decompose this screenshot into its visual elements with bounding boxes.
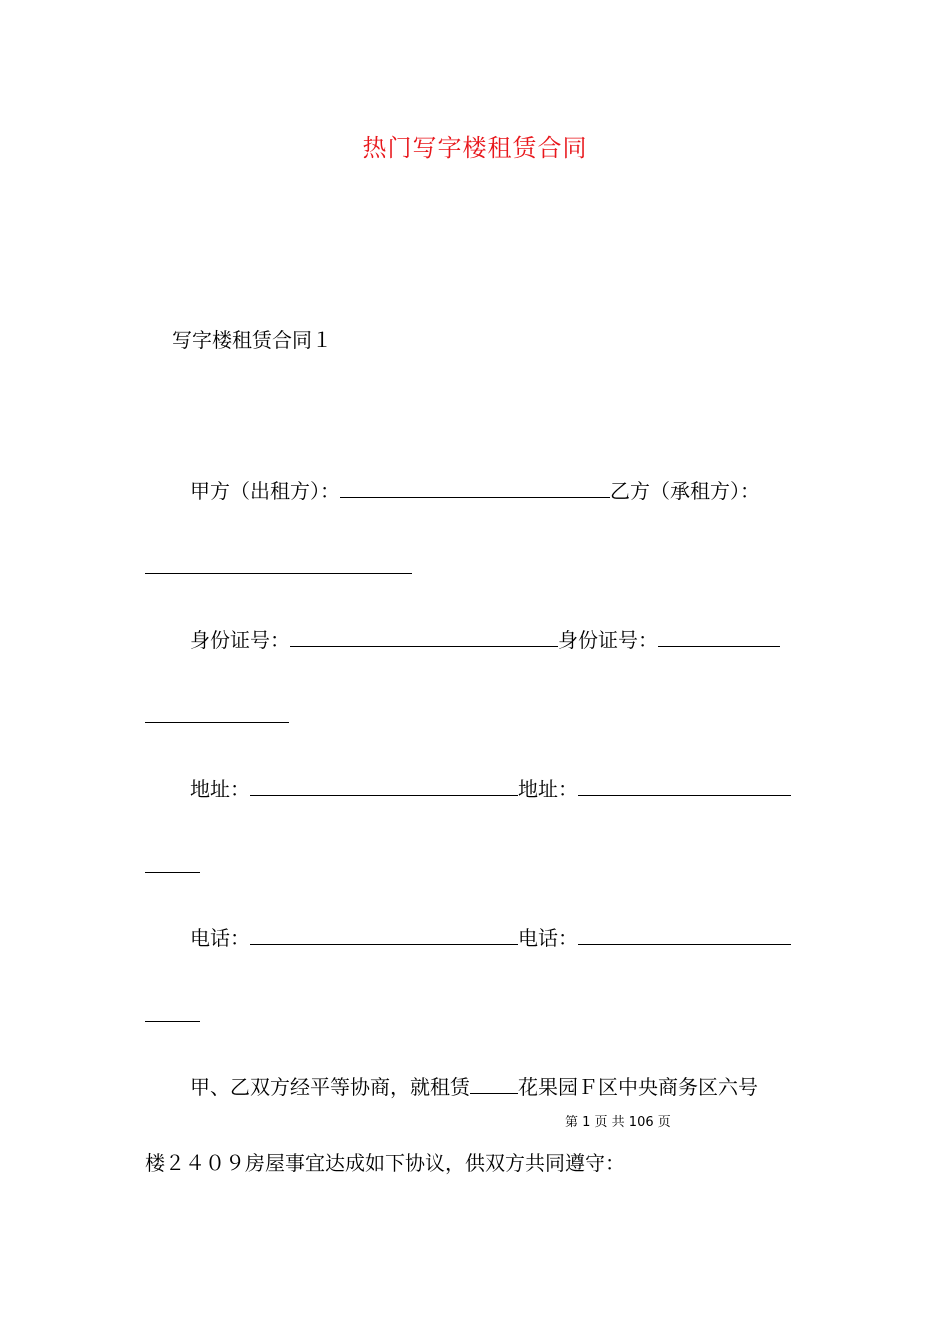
phone-b-blank-continued xyxy=(145,1021,200,1022)
property-blank xyxy=(470,1071,518,1094)
id-b-blank xyxy=(658,624,780,647)
address-b-blank xyxy=(578,773,791,796)
page-footer: 第 1 页 共 106 页 xyxy=(565,1115,671,1130)
id-a-label: 身份证号： xyxy=(190,628,290,652)
phone-a-blank xyxy=(250,922,518,945)
address-a-blank xyxy=(250,773,518,796)
agreement-prefix: 甲、乙双方经平等协商，就租赁 xyxy=(190,1075,470,1099)
id-b-blank-continued xyxy=(145,722,289,723)
section-heading: 写字楼租赁合同１ xyxy=(172,328,332,352)
party-b-label: 乙方（承租方）： xyxy=(610,479,760,503)
phone-b-label: 电话： xyxy=(518,926,578,950)
party-b-blank xyxy=(145,573,412,574)
address-line xyxy=(190,773,791,804)
phone-b-blank xyxy=(578,922,791,945)
party-a-label: 甲方（出租方）： xyxy=(190,479,340,503)
id-a-blank xyxy=(290,624,558,647)
address-b-label: 地址： xyxy=(518,777,578,801)
address-b-blank-continued xyxy=(145,872,200,873)
document-title: 热门写字楼租赁合同 xyxy=(362,134,588,162)
agreement-paragraph-line1 xyxy=(190,1071,758,1102)
address-a-label: 地址： xyxy=(190,777,250,801)
phone-a-label: 电话： xyxy=(190,926,250,950)
party-line xyxy=(190,475,760,506)
phone-line xyxy=(190,922,791,953)
id-b-label: 身份证号： xyxy=(558,628,658,652)
id-line xyxy=(190,624,780,655)
party-a-blank xyxy=(340,475,610,498)
agreement-property: 花果园Ｆ区中央商务区六号 xyxy=(518,1075,758,1099)
agreement-paragraph-line2: 楼２４０９房屋事宜达成如下协议，供双方共同遵守： xyxy=(145,1151,625,1175)
